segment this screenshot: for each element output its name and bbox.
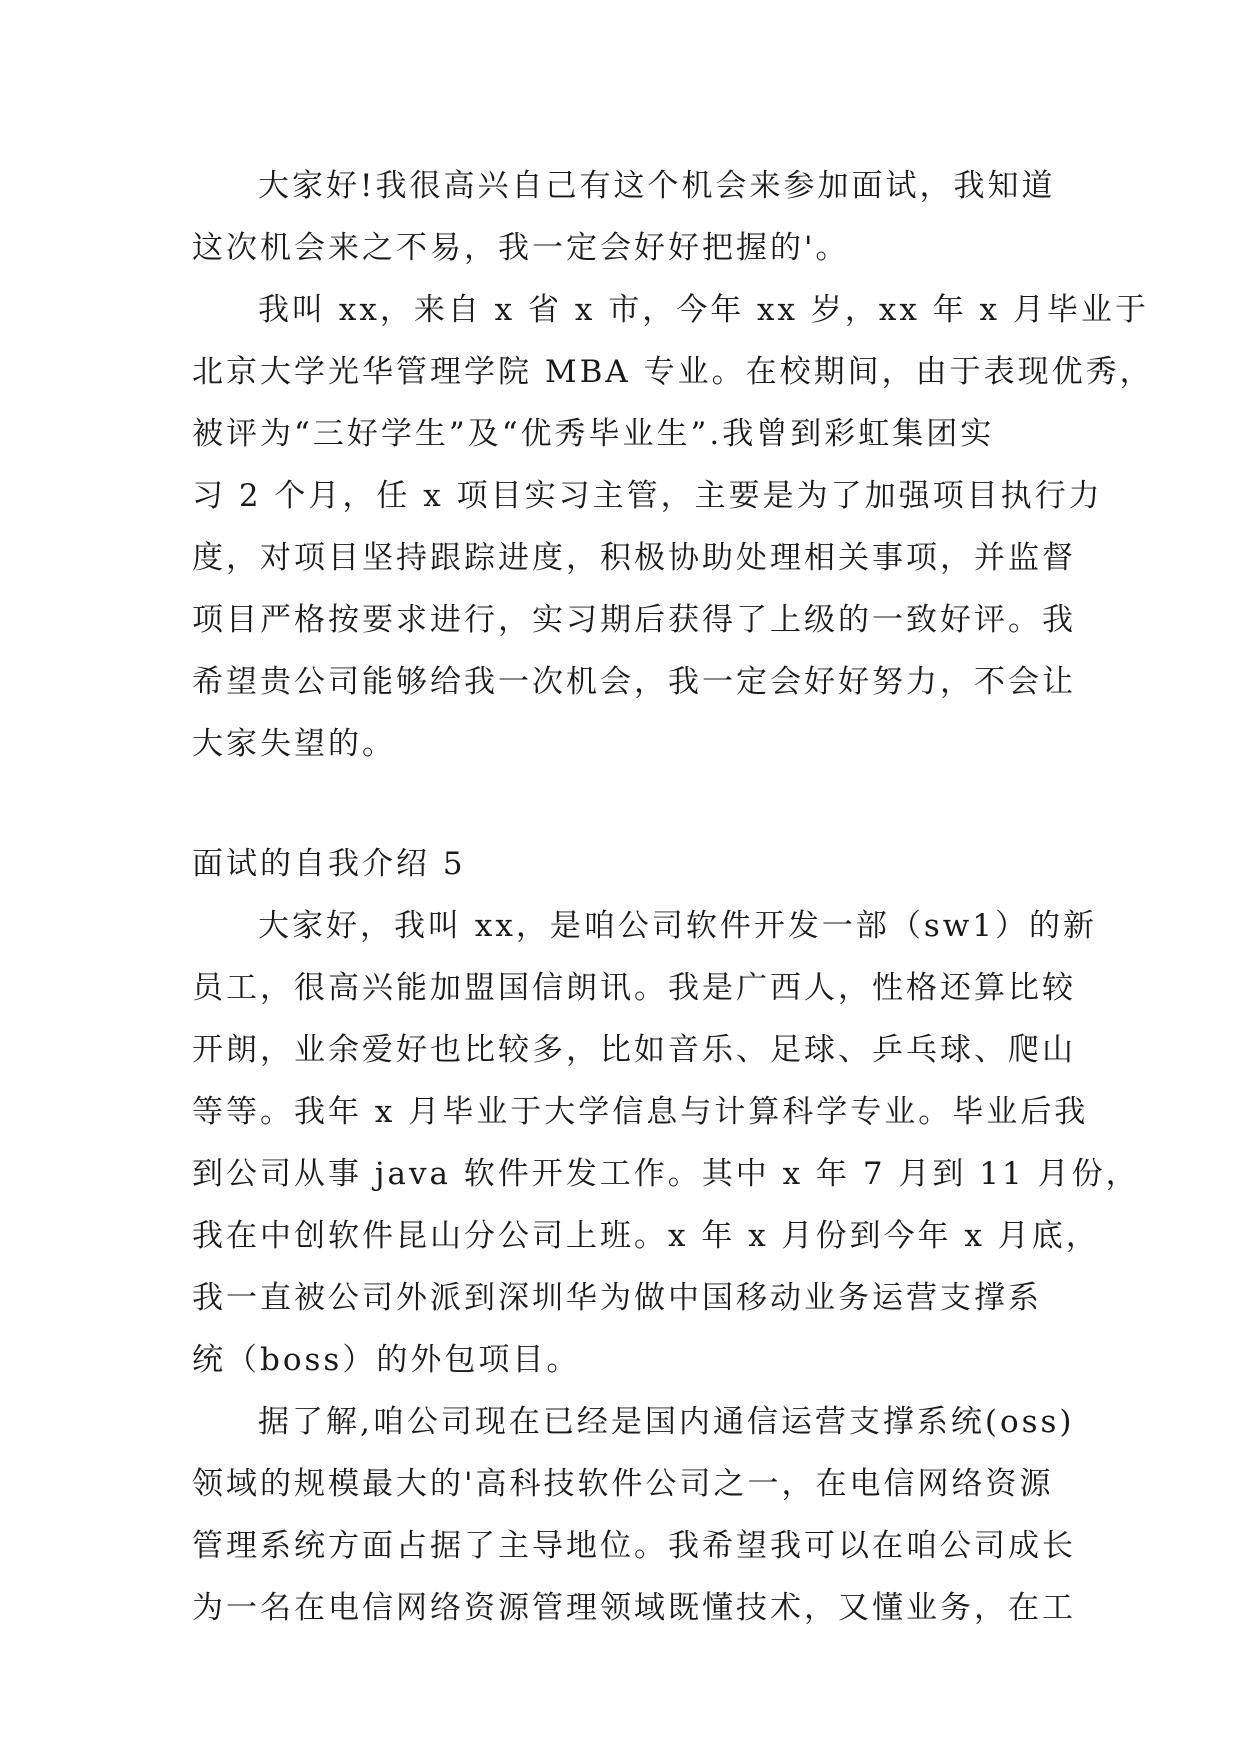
paragraph-line: 我叫 xx，来自 x 省 x 市，今年 xx 岁，xx 年 x 月毕业于	[258, 292, 1149, 328]
paragraph-line: 希望贵公司能够给我一次机会，我一定会好好努力，不会让	[192, 664, 1076, 700]
paragraph-line: 到公司从事 java 软件开发工作。其中 x 年 7 月到 11 月份，	[192, 1156, 1140, 1192]
paragraph-line: 管理系统方面占据了主导地位。我希望我可以在咱公司成长	[192, 1528, 1076, 1564]
paragraph-line: 大家好!我很高兴自己有这个机会来参加面试，我知道	[258, 168, 1056, 204]
paragraph-line: 领域的规模最大的'高科技软件公司之一，在电信网络资源	[192, 1466, 1054, 1502]
paragraph-line: 大家好，我叫 xx，是咱公司软件开发一部（sw1）的新	[258, 908, 1097, 944]
paragraph-line: 统（boss）的外包项目。	[192, 1342, 581, 1378]
paragraph-line: 度，对项目坚持跟踪进度，积极协助处理相关事项，并监督	[192, 540, 1076, 576]
paragraph-line: 大家失望的。	[192, 726, 396, 762]
paragraph-line: 等等。我年 x 月毕业于大学信息与计算科学专业。毕业后我	[192, 1094, 1089, 1130]
paragraph-line: 被评为“三好学生”及“优秀毕业生”.我曾到彩虹集团实	[192, 416, 995, 452]
paragraph-line: 我在中创软件昆山分公司上班。x 年 x 月份到今年 x 月底，	[192, 1218, 1100, 1254]
paragraph-line: 这次机会来之不易，我一定会好好把握的'。	[192, 230, 850, 266]
paragraph-line: 员工，很高兴能加盟国信朗讯。我是广西人，性格还算比较	[192, 970, 1076, 1006]
paragraph-line: 为一名在电信网络资源管理领域既懂技术，又懂业务，在工	[192, 1590, 1076, 1626]
paragraph-line: 项目严格按要求进行，实习期后获得了上级的一致好评。我	[192, 602, 1076, 638]
paragraph-line: 我一直被公司外派到深圳华为做中国移动业务运营支撑系	[192, 1280, 1042, 1316]
paragraph-line: 据了解,咱公司现在已经是国内通信运营支撑系统(oss)	[258, 1404, 1075, 1440]
paragraph-line: 习 2 个月，任 x 项目实习主管，主要是为了加强项目执行力	[192, 478, 1103, 514]
section-heading: 面试的自我介绍 5	[192, 846, 466, 882]
paragraph-line: 开朗，业余爱好也比较多，比如音乐、足球、乒乓球、爬山	[192, 1032, 1076, 1068]
paragraph-line: 北京大学光华管理学院 MBA 专业。在校期间，由于表现优秀，	[192, 354, 1154, 390]
